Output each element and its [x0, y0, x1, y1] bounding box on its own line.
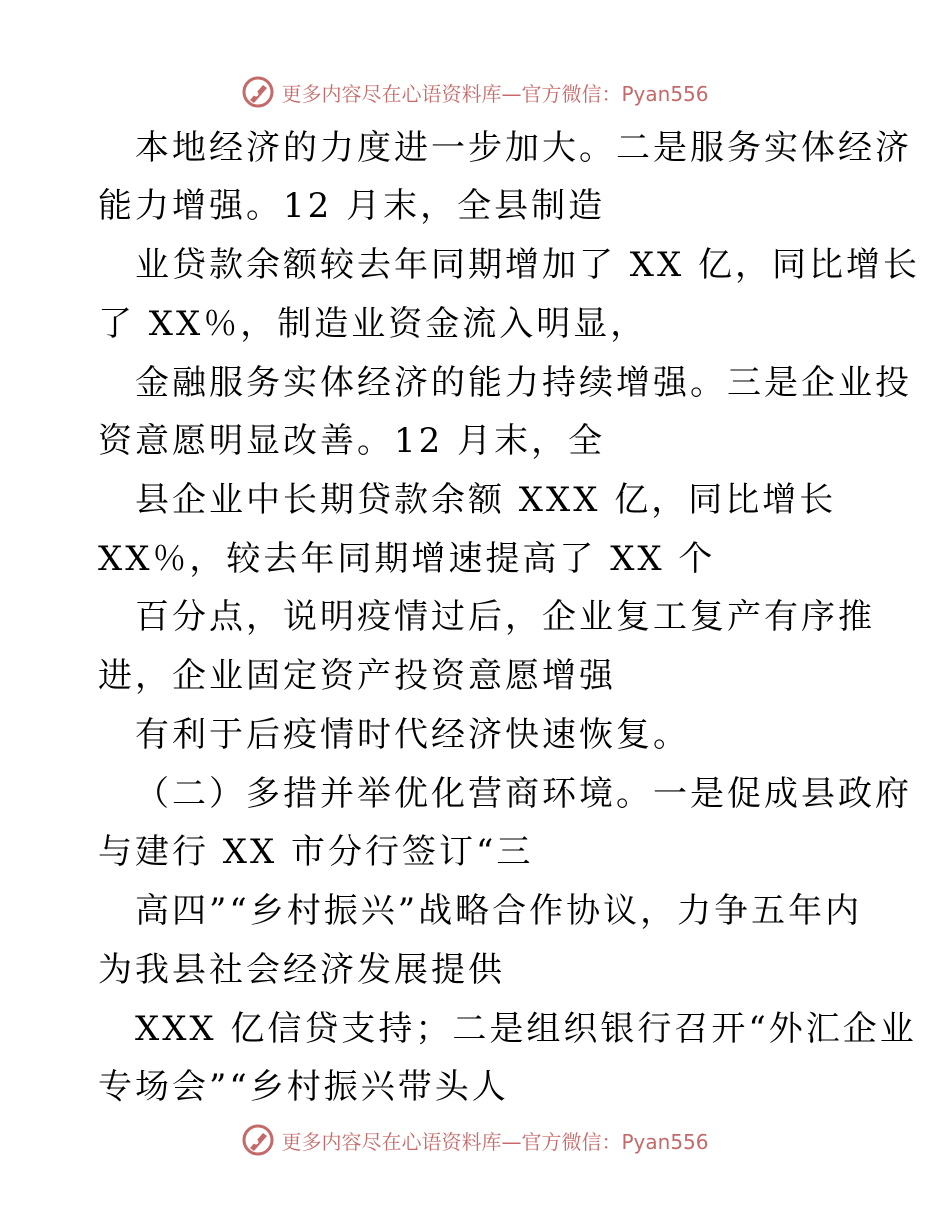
- section-heading-line: （二）多措并举优化营商环境。一是促成县政府: [135, 774, 912, 814]
- watermark-text: [281, 1126, 708, 1155]
- body-line: 百分点，说明疫情过后，企业复工复产有序推: [135, 597, 875, 637]
- body-line: XX％，较去年同期增速提高了 XX 个: [98, 539, 716, 579]
- body-line: 与建行 XX 市分行签订“三: [98, 832, 534, 872]
- watermark-label: 更多内容尽在心语资料库—官方微信：: [281, 1129, 622, 1154]
- body-line: 金融服务实体经济的能力持续增强。三是企业投: [135, 363, 912, 403]
- body-line: 高四”“乡村振兴”战略合作协议，力争五年内: [135, 891, 863, 931]
- body-line: XXX 亿信贷支持；二是组织银行召开“外汇企业: [135, 1009, 917, 1049]
- pen-circle-logo-icon: [241, 75, 275, 109]
- body-line: 本地经济的力度进一步加大。二是服务实体经济: [135, 128, 912, 168]
- watermark-text: [281, 78, 708, 107]
- body-line: 业贷款余额较去年同期增加了 XX 亿，同比增长: [135, 245, 921, 285]
- body-line: 资意愿明显改善。12 月末，全: [98, 421, 606, 461]
- pen-circle-logo-icon: [241, 1123, 275, 1157]
- body-line: 县企业中长期贷款余额 XXX 亿，同比增长: [135, 480, 837, 520]
- watermark-label: 更多内容尽在心语资料库—官方微信：: [281, 81, 622, 106]
- body-line: 有利于后疫情时代经济快速恢复。: [135, 715, 690, 755]
- body-line: 了 XX％，制造业资金流入明显，: [98, 304, 648, 344]
- footer-watermark: [0, 1120, 950, 1160]
- body-line: 专场会”“乡村振兴带头人: [98, 1067, 509, 1107]
- body-line: 进，企业固定资产投资意愿增强: [98, 656, 616, 696]
- body-line: 为我县社会经济发展提供: [98, 950, 505, 990]
- body-line: 能力增强。12 月末，全县制造: [98, 186, 606, 226]
- header-watermark: [0, 72, 950, 112]
- watermark-id: Pyan556: [621, 81, 709, 106]
- watermark-id: Pyan556: [621, 1129, 709, 1154]
